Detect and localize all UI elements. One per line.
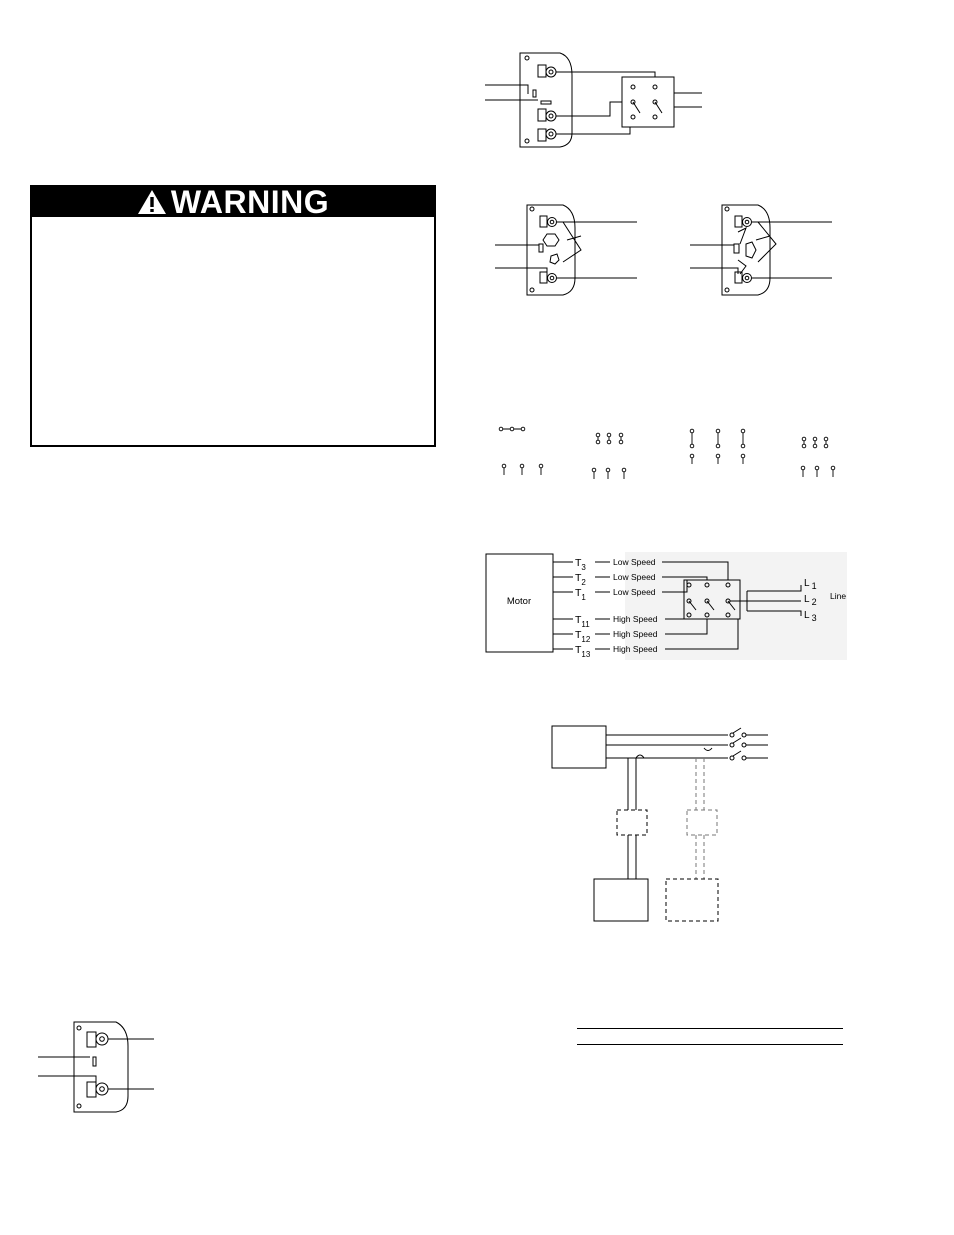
line-label: Line — [830, 591, 847, 601]
terminal-t2: $T_2$ — [575, 572, 586, 587]
warning-box — [30, 185, 436, 447]
terminal-block-diagram-left — [495, 200, 645, 300]
table-rule-top — [577, 1028, 843, 1029]
speed-label: High Speed — [613, 629, 658, 639]
motor-label: Motor — [506, 596, 532, 607]
speed-label: Low Speed — [613, 557, 656, 567]
warning-header — [32, 184, 434, 220]
terminal-t11: $T_{11}$ — [575, 614, 590, 629]
terminal-t12: $T_{12}$ — [575, 629, 591, 644]
terminal-switch-diagram — [480, 45, 720, 155]
terminal-t13: $T_{13}$ — [575, 644, 591, 659]
warning-triangle-icon — [137, 189, 167, 215]
line-l2: L 2 — [804, 594, 817, 607]
warning-title: WARNING — [170, 184, 330, 220]
connection-symbols — [495, 420, 845, 485]
motor-speed-diagram — [485, 548, 850, 663]
line-l3: L 3 — [804, 610, 817, 623]
speed-label: High Speed — [613, 644, 658, 654]
terminal-t3: $T_3$ — [575, 557, 586, 572]
line-l1: L 1 — [804, 578, 817, 591]
terminal-t1: $T_1$ — [575, 587, 586, 602]
two-terminal-block-diagram — [38, 1018, 158, 1116]
terminal-block-diagram-right — [690, 200, 840, 300]
warning-body — [32, 217, 434, 445]
distribution-diagram — [548, 722, 773, 922]
speed-label: High Speed — [613, 614, 658, 624]
table-rule-bottom — [577, 1044, 843, 1045]
speed-label: Low Speed — [613, 572, 656, 582]
speed-label: Low Speed — [613, 587, 656, 597]
